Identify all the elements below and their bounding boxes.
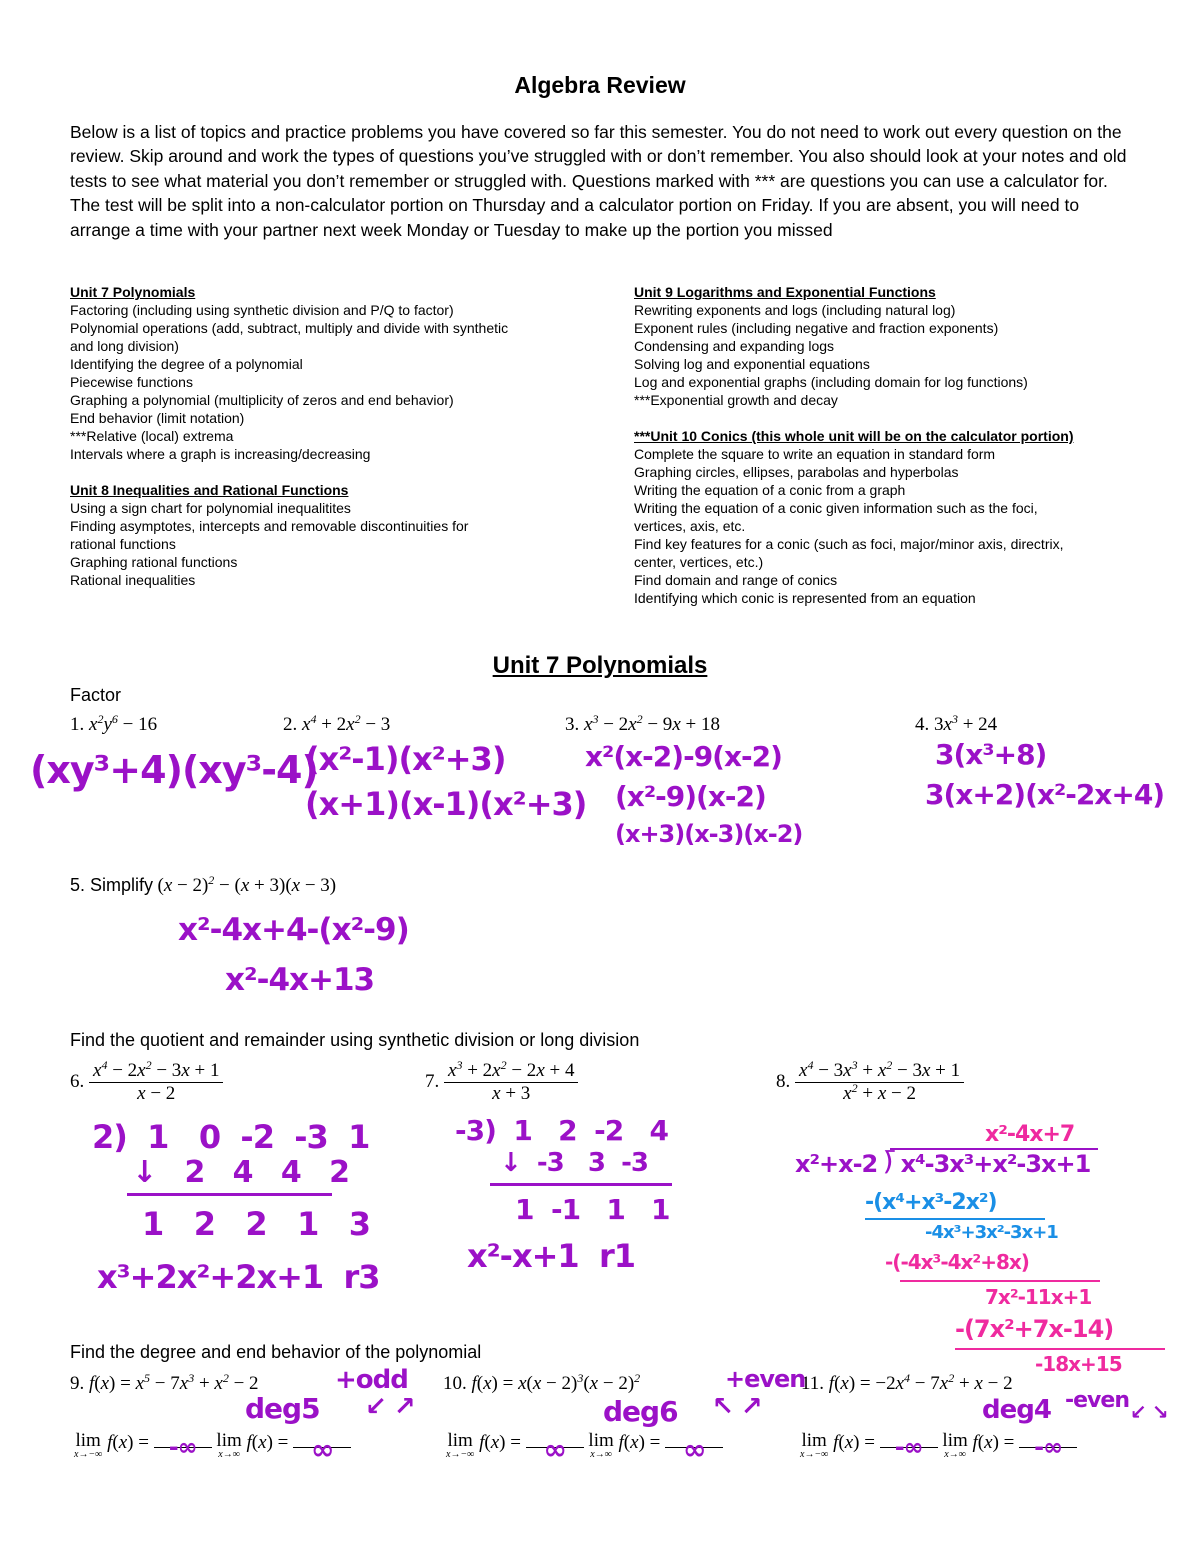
handwritten-answer-4-line1: 3(x³+8)	[935, 738, 1047, 771]
topic-item: Identifying which conic is represented from an equation	[634, 590, 976, 606]
handwritten-answer-3-line3: (x+3)(x-3)(x-2)	[615, 820, 803, 848]
handwritten-9-arrows: ↙ ↗	[365, 1392, 415, 1422]
handwritten-lim-9a: -∞	[168, 1433, 197, 1461]
topic-item: Using a sign chart for polynomial inequalitites	[70, 500, 351, 516]
topic-item: Graphing a polynomial (multiplicity of zeros and end behavior)	[70, 392, 454, 408]
topic-item: Graphing circles, ellipses, parabolas and hyperbolas	[634, 464, 959, 480]
handwritten-7-answer: x²-x+1 r1	[467, 1237, 635, 1275]
handwritten-6-answer: x³+2x²+2x+1 r3	[97, 1258, 380, 1296]
problem-11: 11. $f(x) = -2x^4 - 7x^2 + x - 2$	[801, 1371, 1013, 1394]
handwritten-answer-4-line2: 3(x+2)(x²-2x+4)	[925, 778, 1165, 811]
handwritten-8-quotient: x²-4x+7	[985, 1122, 1075, 1147]
handwritten-8-subtract1: -(x⁴+x³-2x²)	[865, 1190, 997, 1215]
handwritten-10-note: +even	[725, 1365, 806, 1393]
topic-item: Polynomial operations (add, subtract, multiply and divide with synthetic	[70, 320, 509, 336]
degree-instructions: Find the degree and end behavior of the polynomial	[70, 1342, 482, 1362]
unit7-topic-heading: Unit 7 Polynomials	[70, 284, 196, 300]
topic-item: Complete the square to write an equation in standard form	[634, 446, 996, 462]
problem-2: 2. $x^4 + 2x^2 - 3$	[283, 712, 391, 735]
problem-7	[425, 1060, 578, 1105]
problem-10: 10. $f(x) = x(x - 2)^3(x - 2)^2$	[443, 1371, 641, 1394]
handwritten-8-remainder1: -4x³+3x²-3x+1	[925, 1222, 1058, 1243]
topic-item: Condensing and expanding logs	[634, 338, 835, 354]
problem-label: 5. Simplify	[70, 875, 154, 895]
division-line-7	[490, 1183, 672, 1186]
topic-item: Find key features for a conic (such as foci, major/minor axis, directrix,	[634, 536, 1064, 552]
problem-number: 6.	[70, 1070, 85, 1092]
problem-5: 5. Simplify $(x - 2)^2 - (x + 3)(x - 3)$	[70, 873, 337, 896]
topic-item: Solving log and exponential equations	[634, 356, 870, 372]
handwritten-8-remainder2: 7x²-11x+1	[985, 1285, 1092, 1309]
factor-label: Factor	[70, 685, 122, 705]
topic-item: rational functions	[70, 536, 176, 552]
problem-number: 11.	[801, 1373, 825, 1394]
intro-paragraph: Below is a list of topics and practice problems you have covered so far this semester. You do not need to work out every question on the review. Skip around and work the types of questions you’ve struggled with or don’t remember. You also should look at your notes and old tests to see what material you don’t remember or struggled with. Questions marked with *** are questions you can use a calculator for. The test will be split into a non-calculator portion on Thursday and a calculator portion on Friday. If you are absent, you will need to arrange a time with your partner next week Monday or Tuesday to make up the portion you missed	[70, 122, 1127, 240]
topic-item: Find domain and range of conics	[634, 572, 838, 588]
problem-8	[776, 1060, 964, 1105]
topic-item: Writing the equation of a conic from a graph	[634, 482, 906, 498]
handwritten-11-arrows: ↙ ↘	[1130, 1400, 1168, 1424]
handwritten-answer-1: (xy³+4)(xy³-4)	[30, 748, 318, 792]
problem-number: 4.	[915, 714, 930, 735]
topic-item: End behavior (limit notation)	[70, 410, 245, 426]
unit8-topic-heading: Unit 8 Inequalities and Rational Functions	[70, 482, 349, 498]
page-title: Algebra Review	[514, 72, 686, 98]
handwritten-answer-3-line1: x²(x-2)-9(x-2)	[585, 740, 782, 773]
handwritten-7-row1: -3) 1 2 -2 4	[455, 1114, 668, 1147]
handwritten-lim-10a: ∞	[543, 1433, 566, 1466]
topic-item: Identifying the degree of a polynomial	[70, 356, 303, 372]
handwritten-8-subtract3: -(7x²+7x-14)	[955, 1315, 1114, 1343]
handwritten-11-note: -even	[1065, 1388, 1129, 1413]
topic-item: Intervals where a graph is increasing/decreasing	[70, 446, 371, 462]
handwritten-answer-2-line2: (x+1)(x-1)(x²+3)	[305, 785, 587, 823]
unit10-topic-heading: ***Unit 10 Conics (this whole unit will be on the calculator portion)	[634, 428, 1074, 444]
problem-number: 8.	[776, 1070, 791, 1092]
subtract-line-1	[865, 1218, 1045, 1220]
limits-9: lim x→−∞ f(x) = -∞ lim x→∞ f(x) = ∞	[74, 1432, 351, 1460]
limits-10: lim x→−∞ f(x) = ∞ lim x→∞ f(x) = ∞	[446, 1432, 723, 1460]
topic-item: Log and exponential graphs (including domain for log functions)	[634, 374, 1028, 390]
problem-4: 4. $3x^3 + 24$	[915, 712, 998, 735]
handwritten-6-row1: 2) 1 0 -2 -3 1	[92, 1118, 370, 1156]
topic-item: Piecewise functions	[70, 374, 193, 390]
problem-number: 10.	[443, 1373, 467, 1394]
topic-item: center, vertices, etc.)	[634, 554, 764, 570]
problem-1: 1. $x^2y^6 - 16$	[70, 712, 158, 735]
handwritten-10-degree: deg6	[603, 1395, 678, 1428]
fraction-7: $\frac{x^3 + 2x^2 - 2x + 4}{x + 3}$	[444, 1060, 578, 1105]
subtract-line-3	[955, 1348, 1165, 1350]
handwritten-7-row2: ↓ -3 3 -3	[500, 1148, 649, 1178]
handwritten-8-dividend: x²+x-2 ⟌ x⁴-3x³+x²-3x+1	[795, 1150, 1091, 1178]
unit9-topic-heading: Unit 9 Logarithms and Exponential Functions	[634, 284, 936, 300]
fraction-8: $\frac{x^4 - 3x^3 + x^2 - 3x + 1}{x^2 + x - 2}$	[795, 1060, 964, 1105]
problem-number: 3.	[565, 714, 580, 735]
problem-9: 9. $f(x) = x^5 - 7x^3 + x^2 - 2$	[70, 1371, 259, 1394]
topic-item: ***Relative (local) extrema	[70, 428, 234, 444]
topic-item: Exponent rules (including negative and fraction exponents)	[634, 320, 999, 336]
handwritten-answer-5-line2: x²-4x+13	[225, 962, 375, 998]
handwritten-answer-5-line1: x²-4x+4-(x²-9)	[178, 912, 409, 948]
topic-item: and long division)	[70, 338, 179, 354]
handwritten-lim-10b: ∞	[682, 1433, 706, 1466]
topic-item: Finding asymptotes, intercepts and removable discontinuities for	[70, 518, 469, 534]
subtract-line-2	[900, 1280, 1100, 1282]
topic-item: vertices, axis, etc.	[634, 518, 746, 534]
division-line-6	[127, 1193, 332, 1196]
problem-6	[70, 1060, 223, 1105]
section-title: Unit 7 Polynomials	[492, 652, 708, 679]
handwritten-8-remainder3: -18x+15	[1035, 1352, 1122, 1376]
handwritten-answer-2-line1: (x²-1)(x²+3)	[305, 740, 506, 778]
quotient-instructions: Find the quotient and remainder using synthetic division or long division	[70, 1030, 640, 1050]
handwritten-8-subtract2: -(-4x³-4x²+8x)	[885, 1250, 1029, 1274]
topic-item: Factoring (including using synthetic division and P/Q to factor)	[70, 302, 454, 318]
problem-number: 2.	[283, 714, 298, 735]
handwritten-9-degree: deg5	[245, 1392, 320, 1425]
problem-3: 3. $x^3 - 2x^2 - 9x + 18$	[565, 712, 720, 735]
handwritten-10-arrows: ↖ ↗	[712, 1392, 762, 1422]
topics-right	[634, 283, 1154, 607]
problem-number: 9.	[70, 1373, 85, 1394]
topic-item: Writing the equation of a conic given information such as the foci,	[634, 500, 1038, 516]
topic-item: ***Exponential growth and decay	[634, 392, 838, 408]
fraction-6: $\frac{x^4 - 2x^2 - 3x + 1}{x - 2}$	[89, 1060, 223, 1105]
handwritten-lim-11a: -∞	[894, 1433, 923, 1461]
topic-item: Rewriting exponents and logs (including natural log)	[634, 302, 956, 318]
topics-left	[70, 283, 590, 589]
handwritten-6-row3: 1 2 2 1 3	[142, 1205, 371, 1243]
limits-11: lim x→−∞ f(x) = -∞ lim x→∞ f(x) = -∞	[800, 1432, 1077, 1460]
handwritten-9-note: +odd	[335, 1365, 408, 1395]
handwritten-6-row2: ↓ 2 4 4 2	[132, 1155, 349, 1190]
topic-item: Rational inequalities	[70, 572, 196, 588]
problem-number: 1.	[70, 714, 85, 735]
handwritten-lim-9b: ∞	[310, 1433, 334, 1466]
handwritten-7-row3: 1 -1 1 1	[515, 1193, 670, 1226]
topic-item: Graphing rational functions	[70, 554, 238, 570]
handwritten-lim-11b: -∞	[1034, 1433, 1063, 1461]
handwritten-answer-3-line2: (x²-9)(x-2)	[615, 780, 766, 813]
problem-number: 7.	[425, 1070, 440, 1092]
handwritten-11-degree: deg4	[982, 1395, 1051, 1425]
